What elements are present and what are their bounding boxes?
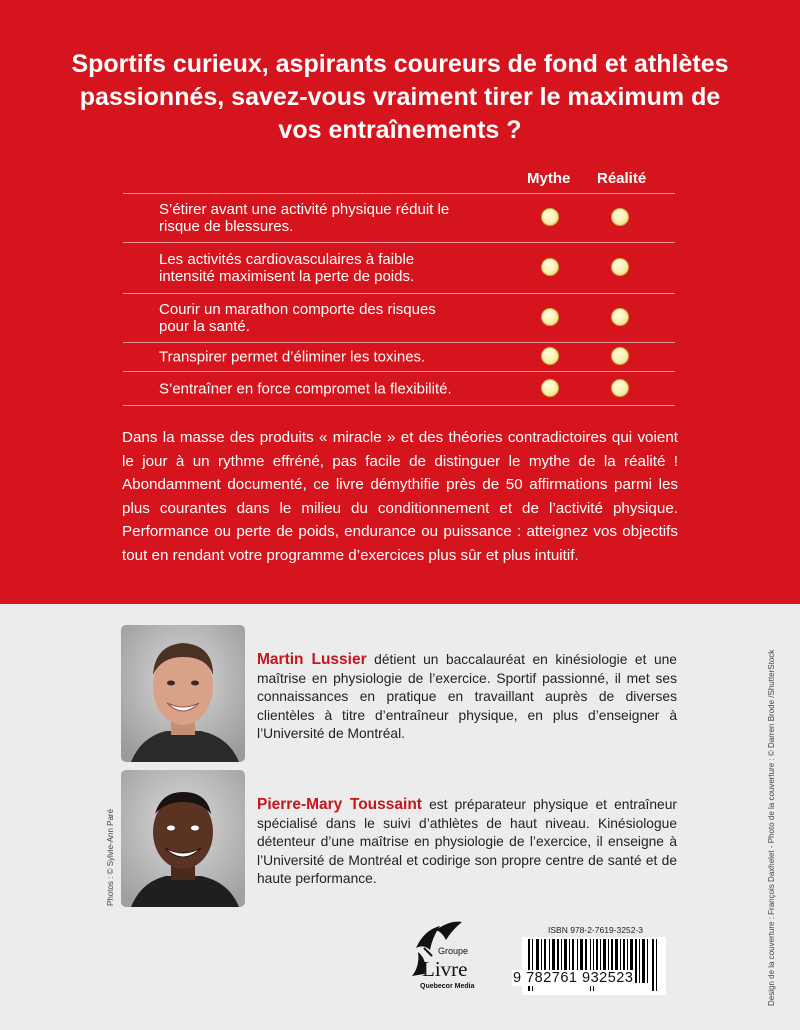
reality-radio[interactable]: [611, 258, 629, 276]
reality-radio[interactable]: [611, 347, 629, 365]
quiz-statement: S’étirer avant une activité physique réduit le risque de blessures.: [159, 201, 450, 235]
author-photo-pierre-mary-toussaint: [121, 770, 245, 907]
barcode: [522, 937, 666, 995]
quiz-statement: Les activités cardiovasculaires à faible intensité maximisent la perte de poids.: [159, 251, 415, 285]
myth-radio[interactable]: [541, 379, 559, 397]
publisher-group-text: Groupe: [438, 946, 469, 956]
author-bio-martin-lussier: [257, 651, 677, 744]
quiz-row: [123, 243, 675, 293]
reality-radio[interactable]: [611, 308, 629, 326]
quiz-row: [123, 343, 675, 371]
author-bio-text: est préparateur physique et entraîneur spécialisé dans le suivi d’athlètes de haut niveau. Kinésiologue détenteur d’une maîtrise en physiologie de l’exercice, il enseigne à l’Université de Montréal et codirige son propre centre de santé et de haute performance.: [257, 797, 677, 886]
quiz-row: [123, 194, 675, 242]
myth-radio[interactable]: [541, 208, 559, 226]
col-myth-header: Mythe: [527, 170, 571, 187]
author-name: Martin Lussier: [257, 651, 367, 668]
reality-radio[interactable]: [611, 208, 629, 226]
quiz-statement: S’entraîner en force compromet la flexibilité.: [159, 380, 452, 397]
publisher-logo: [402, 918, 480, 998]
author-photo-martin-lussier: [121, 625, 245, 762]
photo-credit: Photos : © Sylvie-Ann Paré: [106, 808, 115, 906]
publisher-livre-text: Livre: [422, 957, 468, 981]
design-credit: Design de la couverture : François Daxhelet - Photo de la couverture : © Darren Brode /ShutterStock: [767, 649, 776, 1006]
quiz-row: [123, 294, 675, 342]
col-reality-header: Réalité: [597, 170, 647, 187]
reality-radio[interactable]: [611, 379, 629, 397]
publisher-quebecor-text: Quebecor Media: [420, 983, 475, 990]
myth-radio[interactable]: [541, 308, 559, 326]
barcode-number: 9 782761 932523: [513, 970, 634, 986]
quiz-row: [123, 372, 675, 405]
author-bio-pierre-mary-toussaint: [257, 796, 677, 889]
myth-radio[interactable]: [541, 258, 559, 276]
author-bio-text: détient un baccalauréat en kinésiologie et une maîtrise en physiologie de l’exercice. Sportif passionné, il met ses connaissances en pratique en travaillant auprès de diverses clientèles à titre d’entraîneur physique, en plus d’enseigner à l’Université de Montréal.: [257, 652, 677, 741]
isbn-label: ISBN 978-2-7619-3252-3: [548, 925, 643, 935]
myth-quiz: [123, 193, 675, 406]
quiz-divider: [123, 405, 675, 406]
author-name: Pierre-Mary Toussaint: [257, 796, 422, 813]
myth-radio[interactable]: [541, 347, 559, 365]
headline: Sportifs curieux, aspirants coureurs de fond et athlètes passionnés, savez-vous vraiment tirer le maximum de vos entraînements ?: [71, 50, 729, 144]
intro-paragraph: Dans la masse des produits « miracle » et des théories contradictoires qui voient le jour à un rythme effréné, pas facile de distinguer le mythe de la réalité ! Abondamment documenté, ce livre démythifie près de 50 affirmations parmi les plus courantes dans le milieu du conditionnement et de l’activité physique. Performance ou perte de poids, endurance ou puissance : atteignez vos objectifs tout en rendant votre programme d’exercices plus sûr et plus intuitif.: [122, 429, 678, 564]
quiz-statement: Transpirer permet d’éliminer les toxines.: [159, 348, 426, 366]
quiz-statement: Courir un marathon comporte des risques pour la santé.: [159, 301, 436, 335]
